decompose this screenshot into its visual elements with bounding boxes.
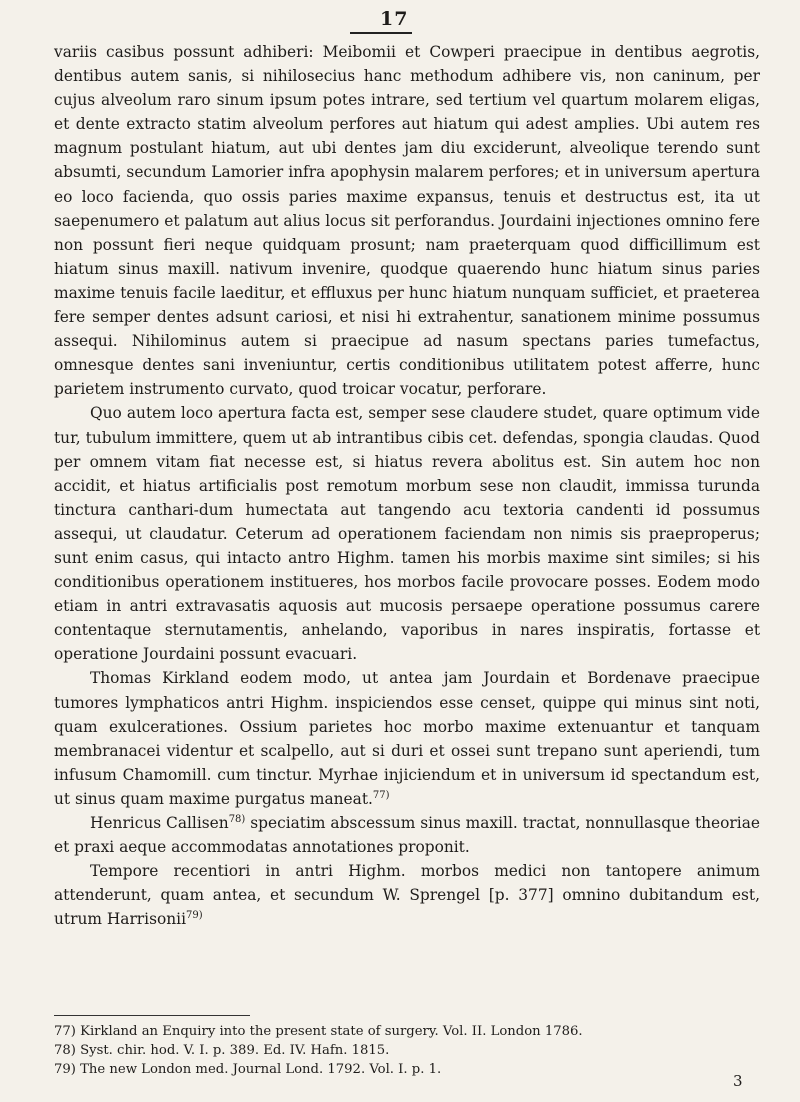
footnote-fn78: 78) Syst. chir. hod. V. I. p. 389. Ed. IV. Hafn. 1815. xyxy=(54,1043,390,1058)
paragraph-p5 xyxy=(54,859,760,931)
header-rule xyxy=(350,32,412,34)
paragraph-text: Quo autem loco apertura facta est, semper sese claudere studet, quare optimum vide tur, tubulum immittere, quem ut ab intrantibus cibis cet. defendas, spongia claudas. Quod per omnem vitam fiat necesse est, si hiatus revera abolitus est. Sin autem hoc non accidit, et hiatus artificialis post remotum morbum sese non claudit, immissa turunda tinctura canthari-dum humectata aut tangendo acu textoria candenti id possumus assequi, ut claudatur. Ceterum ad operationem faciendam non nimis sis praeproperus; sunt enim casus, qui intacto antro Highm. tamen his morbis maxime sint similes; si his conditionibus operationem institueres, hos morbos facile provocare posses. Eodem modo etiam in antri extravasatis aquosis aut mucosis persaepe operatione possumus carere contentaque sternutamentis, anhelando, vaporibus in nares inspiratis, fortasse et operatione Jourdaini possunt evacuari. xyxy=(54,404,760,664)
paragraph-text: speciatim abscessum sinus maxill. tractat, nonnullasque theoriae et praxi aeque accommodatas annotationes proponit. xyxy=(54,814,760,857)
body-text xyxy=(54,40,760,931)
paragraph-text: Tempore recentiori in antri Highm. morbos medici non tantopere animum attenderunt, quam antea, et secundum W. Sprengel [p. 377] omnino dubitandum est, utrum Harrisonii xyxy=(54,862,760,929)
paragraph-text: variis casibus possunt adhiberi: Meibomii et Cowperi praecipue in dentibus aegrotis, dentibus autem sanis, si nihilosecius hanc methodum adhibere vis, non caninum, per cujus alveolum raro sinum ipsum potes intrare, sed tertium vel quartum molarem eligas, et dente extracto statim alveolum perfores aut hiatum qui adest amplies. Ubi autem res magnum postulant hiatum, aut ubi dentes jam diu exciderunt, alveolique terendo sunt absumti, secundum Lamorier infra apophysin malarem perfores; et in universum apertura eo loco facienda, quo ossis paries maxime expansus, tenuis et destructus est, ita ut saepenumero et palatum aut alius locus sit perforandus. Jourdaini injectiones omnino fere non possunt fieri neque quidquam prosunt; nam praeterquam quod difficillimum est hiatum sinus maxill. nativum invenire, quodque quaerendo hunc hiatum sinus paries maxime tenuis facile laeditur, et effluxus per hunc hiatum nunquam sufficiet, et praeterea fere semper dentes adsunt cariosi, et nisi hi extrahentur, sanationem minime possumus assequi. Nihilominus autem si praecipue ad nasum spectans paries tumefactus, omnesque dentes sani inveniuntur, certis conditionibus utilitatem potest afferre, hunc parietem instrumento curvato, quod troicar vocatur, perforare. xyxy=(54,43,760,399)
page-number: 17 xyxy=(380,8,409,30)
paragraph-p2 xyxy=(54,401,760,666)
footnote-ref: 78) xyxy=(228,813,246,825)
footnote-ref: 77) xyxy=(372,789,390,801)
footnote-ref: 79) xyxy=(186,910,203,922)
paragraph-p4 xyxy=(54,811,760,859)
paragraph-p1 xyxy=(54,40,760,401)
footnote-rule xyxy=(54,1015,250,1016)
signature-mark: 3 xyxy=(733,1072,743,1090)
footnote-fn77: 77) Kirkland an Enquiry into the present state of surgery. Vol. II. London 1786. xyxy=(54,1024,583,1039)
footnotes xyxy=(54,1022,760,1079)
paragraph-text: Henricus Callisen xyxy=(90,814,229,832)
paragraph-text: Thomas Kirkland eodem modo, ut antea jam Jourdain et Bordenave praecipue tumores lymphaticos antri Highm. inspiciendos esse censet, quippe qui minus sint noti, quam exulcerationes. Ossium parietes hoc morbo maxime extenuantur et tanquam membranacei videntur et scalpello, aut si duri et ossei sunt trepano sunt aperiendi, tum infusum Chamomill. cum tinctur. Myrhae injiciendum et in universum id spectandum est, ut sinus quam maxime purgatus maneat. xyxy=(54,669,760,808)
paragraph-p3 xyxy=(54,666,760,811)
footnote-fn79: 79) The new London med. Journal Lond. 1792. Vol. I. p. 1. xyxy=(54,1062,442,1077)
